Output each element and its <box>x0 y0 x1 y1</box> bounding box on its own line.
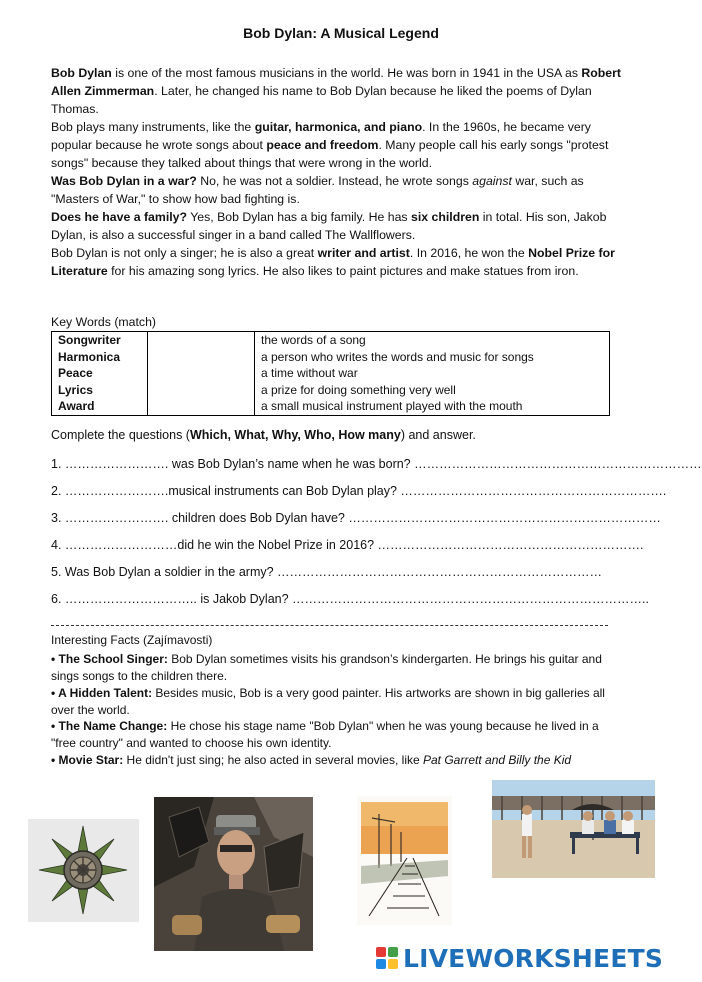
dylan-welding-photo <box>154 797 313 951</box>
fact-text: Bob Dylan sometimes visits his grandson’s kindergarten. He brings his guitar and sings songs to the children there. <box>51 652 602 683</box>
text: . In 2016, he won the <box>409 246 529 260</box>
text: Bob Dylan is not only a singer; he is also a great <box>51 246 318 260</box>
text: . In the 1960s, he became very popular because he wrote songs about <box>51 120 591 152</box>
fact-item <box>51 752 616 769</box>
key-word: Peace <box>52 365 148 382</box>
table-row <box>52 382 610 399</box>
text: is one of the most famous musicians in the world. He was born in 1941 in the USA as <box>111 66 582 80</box>
text: in total. His son, Jakob Dylan, is also a successful singer in a band called The Wallflowers. <box>51 210 607 242</box>
text: . Later, he changed his name to Bob Dylan because he liked the poems of Dylan Thomas. <box>51 83 592 116</box>
question-6[interactable]: 6. ………………………….. is Jakob Dylan? ………………………………………………………………………….. <box>51 592 649 606</box>
bold-text: Which, What, Why, Who, How many <box>189 428 401 442</box>
fact-heading: • Movie Star: <box>51 753 124 767</box>
fact-item <box>51 685 616 719</box>
match-cell[interactable] <box>148 332 255 349</box>
liveworksheets-logo <box>376 943 663 973</box>
question-2[interactable]: 2. …………………….musical instruments can Bob Dylan play? ………………………………………………………. <box>51 484 667 498</box>
text: No, he was not a soldier. Instead, he wrote songs <box>196 174 473 188</box>
boardwalk-painting-photo <box>492 780 655 878</box>
movie-title: Pat Garrett and Billy the Kid <box>423 753 572 767</box>
text: war, such as "Masters of War," to show how bad fighting is. <box>51 174 584 206</box>
question-4[interactable]: 4. ………………………did he win the Nobel Prize in 2016? ………………………………………………………. <box>51 538 644 552</box>
fact-text: Besides music, Bob is a very good painter. His artworks are shown in big galleries all over the world. <box>51 686 605 717</box>
page-title: Bob Dylan: A Musical Legend <box>243 25 439 41</box>
question-5[interactable]: 5. Was Bob Dylan a soldier in the army? …………………………………………………………………… <box>51 565 603 579</box>
paragraph-instruments <box>51 119 621 172</box>
bold-text: Does he have a family? <box>51 210 188 224</box>
text: Complete the questions ( <box>51 428 190 442</box>
match-cell[interactable] <box>148 398 255 415</box>
fact-heading: • The Name Change: <box>51 719 168 733</box>
bold-text: guitar, harmonica, and piano <box>254 120 423 134</box>
iron-sculpture-photo <box>28 819 139 922</box>
match-cell[interactable] <box>148 365 255 382</box>
bold-text: Bob Dylan <box>51 66 112 80</box>
bold-text: Nobel Prize for Literature <box>51 246 615 278</box>
match-cell[interactable] <box>148 382 255 399</box>
paragraph-birth <box>51 65 621 118</box>
key-word: Harmonica <box>52 349 148 366</box>
bold-text: six children <box>411 210 480 224</box>
paragraph-war <box>51 173 621 209</box>
definition: the words of a song <box>255 332 610 349</box>
fact-text: He didn't just sing; he also acted in several movies, like <box>123 753 423 767</box>
bold-text: writer and artist <box>317 246 410 260</box>
bold-text: Was Bob Dylan in a war? <box>51 174 197 188</box>
definition: a prize for doing something very well <box>255 382 610 399</box>
fact-heading: • The School Singer: <box>51 652 168 666</box>
bold-text: peace and freedom <box>266 137 379 152</box>
facts-label: Interesting Facts (Zajímavosti) <box>51 633 213 647</box>
definition: a small musical instrument played with the mouth <box>255 398 610 415</box>
question-1[interactable]: 1. ……………………. was Bob Dylan’s name when he was born? …………………………………………………………… <box>51 457 702 471</box>
fact-item <box>51 651 616 685</box>
table-row <box>52 365 610 382</box>
match-cell[interactable] <box>148 349 255 366</box>
fact-item <box>51 718 616 752</box>
definition: a time without war <box>255 365 610 382</box>
railroad-painting-photo <box>357 796 452 925</box>
italic-text: against <box>472 174 512 188</box>
table-row <box>52 332 610 349</box>
text: Yes, Bob Dylan has a big family. He has <box>187 210 411 224</box>
fact-heading: • A Hidden Talent: <box>51 686 153 700</box>
questions-instruction <box>51 428 476 442</box>
bold-text: Robert Allen Zimmerman <box>51 66 622 98</box>
liveworksheets-icon <box>376 947 398 969</box>
text: ) and answer. <box>400 428 476 442</box>
paragraph-nobel <box>51 245 621 281</box>
key-words-label: Key Words (match) <box>51 315 157 329</box>
text: Bob plays many instruments, like the <box>51 120 255 134</box>
key-word: Lyrics <box>52 382 148 399</box>
definition: a person who writes the words and music for songs <box>255 349 610 366</box>
dashed-divider <box>51 625 608 626</box>
logo-text: LIVEWORKSHEETS <box>403 943 664 973</box>
key-word: Songwriter <box>52 332 148 349</box>
table-row <box>52 398 610 415</box>
key-words-table <box>51 331 610 416</box>
key-word: Award <box>52 398 148 415</box>
text: for his amazing song lyrics. He also likes to paint pictures and make statues from iron. <box>107 263 579 278</box>
question-3[interactable]: 3. ……………………. children does Bob Dylan have? ………………………………………………………………… <box>51 511 661 525</box>
fact-text: He chose his stage name "Bob Dylan" when he was young because he lived in a "free country" and wanted to choose his own identity. <box>51 719 599 750</box>
text: . Many people call his early songs "protest songs" because they talked about things that were wrong in the world. <box>51 137 609 170</box>
table-row <box>52 349 610 366</box>
paragraph-family <box>51 209 621 245</box>
